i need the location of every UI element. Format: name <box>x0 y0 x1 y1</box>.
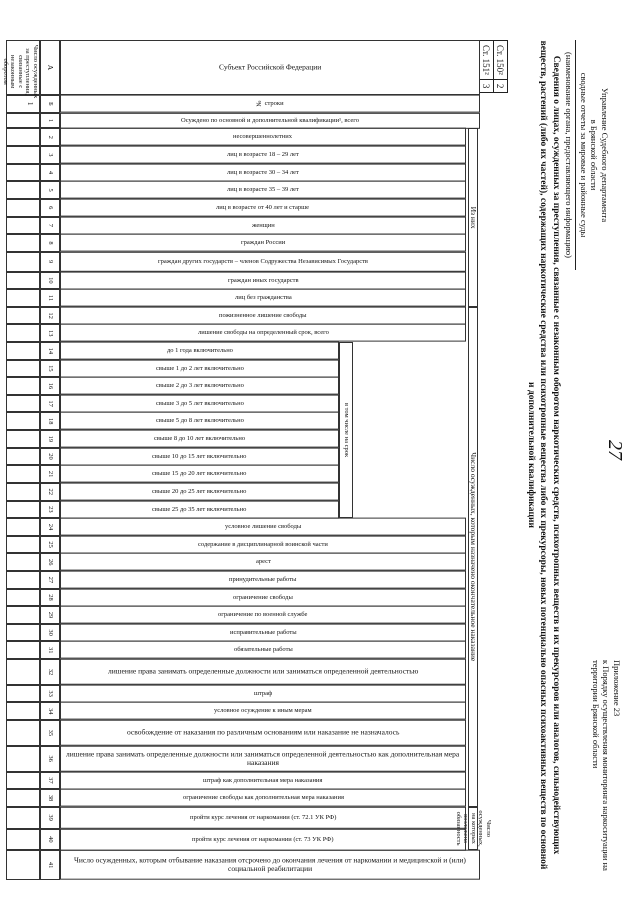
data-cell <box>6 789 40 807</box>
article-label: Ст. 150² <box>494 41 508 80</box>
data-cell <box>6 685 40 703</box>
data-cell <box>6 553 40 571</box>
data-cell <box>6 324 40 342</box>
data-cell <box>6 146 40 164</box>
column-number: 33 <box>40 685 60 703</box>
column-number: 25 <box>40 536 60 554</box>
data-cell <box>6 624 40 642</box>
column-header: лиц в возрасте от 40 лет и старше <box>60 199 466 217</box>
column-header: ограничение свободы как дополнительная мера наказания <box>60 789 466 807</box>
organization-line2: в Брянской области <box>589 119 600 191</box>
column-number: 27 <box>40 571 60 589</box>
organization-line3: сводные отчеты за мировые и районные суды <box>579 72 589 238</box>
column-number: 9 <box>40 252 60 272</box>
column-number: 30 <box>40 624 60 642</box>
column-header: лишение свободы на определенный срок, всего <box>60 324 466 342</box>
column-number: 13 <box>40 324 60 342</box>
report-title: Сведения о лицах, осужденных за преступления, связанные с незаконным оборотом наркотических средств, психотропных веществ и их прекурсоров или аналогов, сильнодействующих веществ, растений (либо их частей), содержащих наркотические средства или психотропные вещества либо их прекурсоры, новых потенциально опасных психоактивных веществ по основной и дополнительной квалификации <box>526 40 561 870</box>
column-number: 16 <box>40 377 60 395</box>
data-cell <box>6 412 40 430</box>
group-final-punishment: Число осужденных, которым назначено окончательное наказание <box>468 307 478 807</box>
appendix-label: Приложение 23 <box>612 660 622 717</box>
column-number: 15 <box>40 360 60 378</box>
column-header: свыше 20 до 25 лет включительно <box>60 483 339 501</box>
column-header: принудительные работы <box>60 571 466 589</box>
column-header: Число осужденных, которым отбывание наказания отсрочено до окончания лечения от наркомании и медицинской и (или) социальной реабилитации <box>60 850 480 880</box>
column-number: 10 <box>40 272 60 290</box>
data-cell <box>6 234 40 252</box>
column-header: лиц в возрасте 30 – 34 лет <box>60 164 466 182</box>
column-number: 5 <box>40 181 60 199</box>
data-cell <box>6 772 40 790</box>
data-cell <box>6 128 40 146</box>
column-number: 17 <box>40 395 60 413</box>
data-cell <box>6 199 40 217</box>
data-cell <box>6 720 40 746</box>
column-number: 24 <box>40 518 60 536</box>
column-header: свыше 25 до 35 лет включительно <box>60 501 339 519</box>
column-header: условное осуждение к иным мерам <box>60 702 466 720</box>
row-description: Число осужденных за преступления, связанные с незаконным оборотом <box>6 40 40 95</box>
data-cell <box>6 217 40 235</box>
column-header: лиц в возрасте 18 – 29 лет <box>60 146 466 164</box>
column-number: 26 <box>40 553 60 571</box>
data-cell <box>6 536 40 554</box>
column-number: 11 <box>40 289 60 307</box>
data-cell <box>6 641 40 659</box>
group-term: в том числе на срок <box>339 342 353 518</box>
column-number: 28 <box>40 589 60 607</box>
column-number: 1 <box>40 113 60 129</box>
column-header: ограничение свободы <box>60 589 466 607</box>
column-header: лишение права занимать определенные должности или заниматься определенной деятельностью как дополнительная мера наказания <box>60 746 466 772</box>
data-cell <box>6 181 40 199</box>
data-cell <box>6 113 40 129</box>
column-header: пройти курс лечения от наркомании (ст. 73 УК РФ) <box>60 829 466 851</box>
data-cell <box>6 501 40 519</box>
column-number: 38 <box>40 789 60 807</box>
column-number: 12 <box>40 307 60 325</box>
column-header: свыше 5 до 8 лет включительно <box>60 412 339 430</box>
data-cell <box>6 465 40 483</box>
column-header: граждан России <box>60 234 466 252</box>
column-number: 18 <box>40 412 60 430</box>
data-cell <box>6 252 40 272</box>
column-header: ограничение по военной службе <box>60 606 466 624</box>
data-cell <box>6 395 40 413</box>
page-number: 27 <box>604 440 626 460</box>
column-number: 14 <box>40 342 60 360</box>
column-header: свыше 8 до 10 лет включительно <box>60 430 339 448</box>
data-cell <box>6 829 40 851</box>
column-header: свыше 3 до 5 лет включительно <box>60 395 339 413</box>
column-number: 31 <box>40 641 60 659</box>
column-number: 41 <box>40 850 60 880</box>
column-header: арест <box>60 553 466 571</box>
column-number: 35 <box>40 720 60 746</box>
data-cell <box>6 746 40 772</box>
group-of-them: Из них <box>468 128 478 306</box>
column-number: 22 <box>40 483 60 501</box>
column-number: 39 <box>40 807 60 829</box>
column-header: свыше 1 до 2 лет включительно <box>60 360 339 378</box>
column-number: 6 <box>40 199 60 217</box>
column-header: свыше 2 до 3 лет включительно <box>60 377 339 395</box>
column-header: граждан других государств – членов Содружества Независимых Государств <box>60 252 466 272</box>
subject-letter: А <box>40 40 60 95</box>
column-header: граждан иных государств <box>60 272 466 290</box>
column-header: свыше 15 до 20 лет включительно <box>60 465 339 483</box>
column-number: 3 <box>40 146 60 164</box>
data-cell <box>6 307 40 325</box>
data-cell <box>6 430 40 448</box>
column-number: 7 <box>40 217 60 235</box>
data-cell <box>6 164 40 182</box>
subject-header: Субъект Российской Федерации <box>60 40 480 95</box>
article-label: Ст. 151² <box>480 41 494 80</box>
column-header: штраф <box>60 685 466 703</box>
column-header: содержание в дисциплинарной воинской части <box>60 536 466 554</box>
column-header: лишение права занимать определенные должности или заниматься определенной деятельностью <box>60 659 466 685</box>
organization-line1: Управление Судебного департамента <box>600 87 610 223</box>
data-cell <box>6 483 40 501</box>
data-cell <box>6 807 40 829</box>
column-header: женщин <box>60 217 466 235</box>
data-cell <box>6 272 40 290</box>
column-header: штраф как дополнительная мера наказания <box>60 772 466 790</box>
column-number: 34 <box>40 702 60 720</box>
column-number: 23 <box>40 501 60 519</box>
column-header: Осуждено по основной и дополнительной квалификации¹, всего <box>60 113 480 129</box>
data-cell <box>6 589 40 607</box>
column-header: лиц без гражданства <box>60 289 466 307</box>
data-cell <box>6 850 40 880</box>
data-cell <box>6 702 40 720</box>
column-header: исправительные работы <box>60 624 466 642</box>
data-cell <box>6 659 40 685</box>
column-header: № строки <box>60 95 480 113</box>
column-header: лиц в возрасте 35 – 39 лет <box>60 181 466 199</box>
data-cell <box>6 518 40 536</box>
column-number: 8 <box>40 234 60 252</box>
data-cell <box>6 571 40 589</box>
column-number: 4 <box>40 164 60 182</box>
column-number: 21 <box>40 465 60 483</box>
data-cell <box>6 448 40 466</box>
group-tested: Число осужденных, на которых возложена обязанность <box>468 807 478 851</box>
column-number: 19 <box>40 430 60 448</box>
row-number: 1 <box>26 101 36 106</box>
column-number: 29 <box>40 606 60 624</box>
column-number: 36 <box>40 746 60 772</box>
column-number: 32 <box>40 659 60 685</box>
organization-caption: (наименование органа, предоставляющего информацию) <box>564 40 577 270</box>
column-number: 2 <box>40 128 60 146</box>
column-number: 20 <box>40 448 60 466</box>
article-code: 2 <box>494 79 508 93</box>
column-header: пройти курс лечения от наркомании (ст. 72.1 УК РФ) <box>60 807 466 829</box>
column-number: 40 <box>40 829 60 851</box>
data-cell <box>6 606 40 624</box>
data-cell <box>6 342 40 360</box>
column-header: условное лишение свободы <box>60 518 466 536</box>
column-header: до 1 года включительно <box>60 342 339 360</box>
appendix-text: к Порядку осуществления мониторинга наркоситуации на территории Брянской области <box>591 660 612 871</box>
column-number: 37 <box>40 772 60 790</box>
data-cell <box>6 377 40 395</box>
column-header: освобождение от наказания по различным основаниям или наказание не назначалось <box>60 720 466 746</box>
data-cell <box>6 360 40 378</box>
column-header: свыше 10 до 15 лет включительно <box>60 448 339 466</box>
column-header: несовершеннолетних <box>60 128 466 146</box>
column-number: Б <box>40 95 60 113</box>
column-header: обязательные работы <box>60 641 466 659</box>
article-code: 3 <box>480 79 494 93</box>
column-header: пожизненное лишение свободы <box>60 307 466 325</box>
data-cell <box>6 289 40 307</box>
